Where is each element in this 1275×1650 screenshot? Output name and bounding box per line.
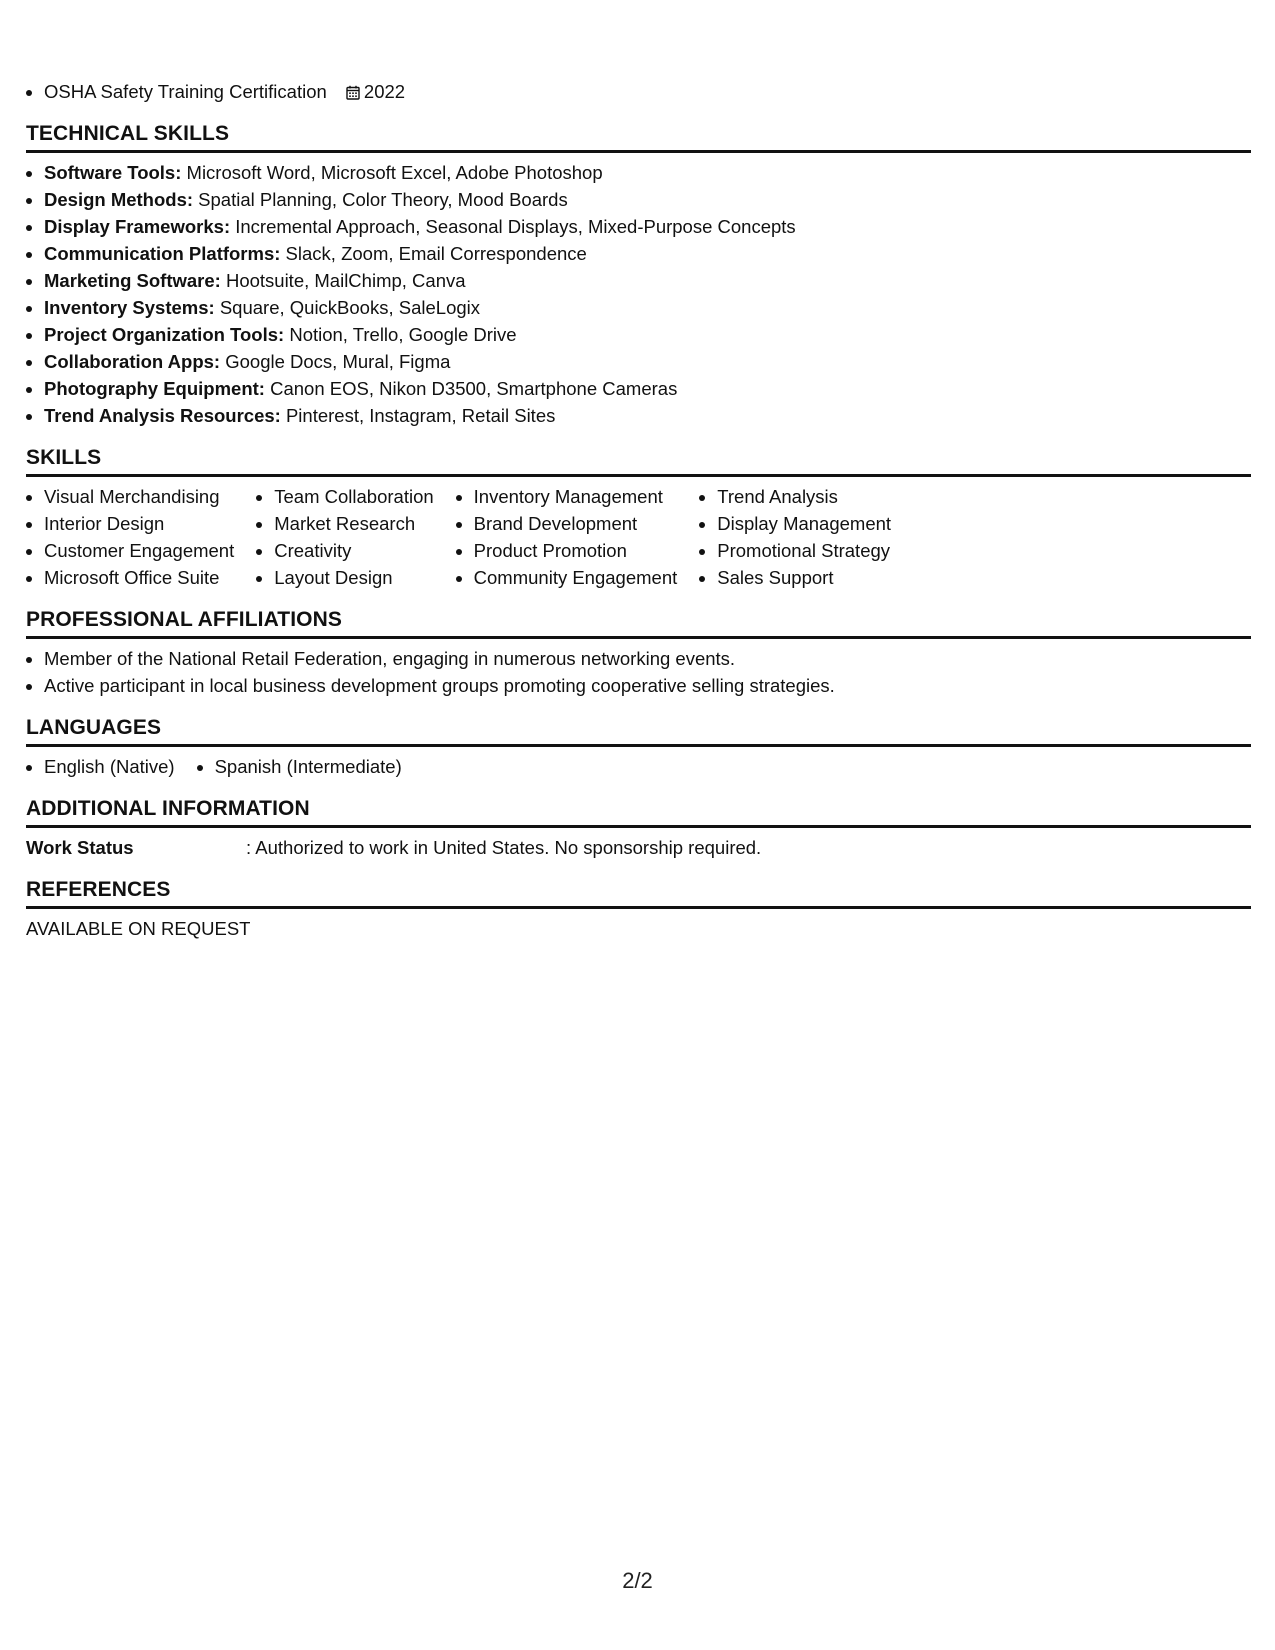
skill-item: Community Engagement: [456, 564, 678, 591]
language-item: English (Native): [26, 753, 175, 780]
certification-date: [346, 78, 405, 105]
skill-item: Interior Design: [26, 510, 234, 537]
skill-item: Customer Engagement: [26, 537, 234, 564]
technical-skill-value: Google Docs, Mural, Figma: [220, 351, 451, 372]
certification-year: 2022: [363, 81, 406, 102]
skill-item: Sales Support: [699, 564, 891, 591]
technical-skill-item: [26, 213, 1251, 240]
skill-item: Microsoft Office Suite: [26, 564, 234, 591]
technical-skill-label: Project Organization Tools:: [44, 324, 285, 345]
language-item: Spanish (Intermediate): [197, 753, 402, 780]
technical-skill-item: [26, 402, 1251, 429]
skill-item: Team Collaboration: [256, 483, 433, 510]
additional-info-heading: ADDITIONAL INFORMATION: [26, 796, 1251, 828]
skill-item: Promotional Strategy: [699, 537, 891, 564]
skill-item: Visual Merchandising: [26, 483, 234, 510]
skills-column: [456, 483, 678, 591]
technical-skill-value: Canon EOS, Nikon D3500, Smartphone Cameras: [264, 378, 678, 399]
technical-skill-label: Marketing Software:: [44, 270, 221, 291]
technical-skill-value: Pinterest, Instagram, Retail Sites: [280, 405, 556, 426]
skill-item: Trend Analysis: [699, 483, 891, 510]
skill-item: Layout Design: [256, 564, 433, 591]
technical-skill-item: [26, 321, 1251, 348]
work-status-row: [26, 834, 1251, 861]
technical-skill-label: Communication Platforms:: [44, 243, 281, 264]
technical-skill-label: Software Tools:: [44, 162, 182, 183]
work-status-value: : Authorized to work in United States. No sponsorship required.: [246, 837, 762, 858]
technical-skill-item: [26, 294, 1251, 321]
technical-skill-label: Design Methods:: [44, 189, 194, 210]
technical-skill-label: Collaboration Apps:: [44, 351, 221, 372]
skill-item: Market Research: [256, 510, 433, 537]
skill-item: Display Management: [699, 510, 891, 537]
skills-heading: SKILLS: [26, 445, 1251, 477]
technical-skill-label: Photography Equipment:: [44, 378, 265, 399]
skills-column: [256, 483, 433, 591]
technical-skill-label: Display Frameworks:: [44, 216, 231, 237]
technical-skill-value: Spatial Planning, Color Theory, Mood Boards: [193, 189, 568, 210]
skill-item: Product Promotion: [456, 537, 678, 564]
technical-skill-item: [26, 159, 1251, 186]
technical-skill-item: [26, 348, 1251, 375]
technical-skill-value: Incremental Approach, Seasonal Displays, Mixed-Purpose Concepts: [230, 216, 796, 237]
affiliation-item: Member of the National Retail Federation, engaging in numerous networking events.: [26, 645, 1251, 672]
skill-item: Creativity: [256, 537, 433, 564]
references-heading: REFERENCES: [26, 877, 1251, 909]
skills-column: [699, 483, 891, 591]
languages-list: [26, 753, 1251, 780]
technical-skill-item: [26, 267, 1251, 294]
technical-skill-value: Notion, Trello, Google Drive: [284, 324, 517, 345]
technical-skill-item: [26, 375, 1251, 402]
technical-skill-label: Trend Analysis Resources:: [44, 405, 281, 426]
affiliation-item: Active participant in local business development groups promoting cooperative selling strategies.: [26, 672, 1251, 699]
technical-skill-value: Hootsuite, MailChimp, Canva: [220, 270, 466, 291]
references-text: AVAILABLE ON REQUEST: [26, 918, 251, 939]
languages-heading: LANGUAGES: [26, 715, 1251, 747]
skill-item: Inventory Management: [456, 483, 678, 510]
technical-skill-value: Slack, Zoom, Email Correspondence: [280, 243, 587, 264]
affiliations-heading: PROFESSIONAL AFFILIATIONS: [26, 607, 1251, 639]
skills-grid: [26, 483, 1251, 591]
certification-list: [26, 78, 1251, 105]
affiliations-list: [26, 645, 1251, 699]
technical-skill-value: Microsoft Word, Microsoft Excel, Adobe Photoshop: [181, 162, 603, 183]
technical-skill-value: Square, QuickBooks, SaleLogix: [214, 297, 481, 318]
resume-page: [26, 78, 1251, 942]
skills-column: [26, 483, 234, 591]
skill-item: Brand Development: [456, 510, 678, 537]
technical-skill-item: [26, 240, 1251, 267]
technical-skill-item: [26, 186, 1251, 213]
page-number: 2/2: [622, 1568, 653, 1593]
technical-skill-label: Inventory Systems:: [44, 297, 215, 318]
work-status-label: Work Status: [26, 837, 134, 858]
technical-skills-list: [26, 159, 1251, 429]
technical-skills-heading: TECHNICAL SKILLS: [26, 121, 1251, 153]
certification-name: OSHA Safety Training Certification: [44, 81, 327, 102]
calendar-icon: [346, 85, 360, 100]
certification-item: [26, 78, 1251, 105]
